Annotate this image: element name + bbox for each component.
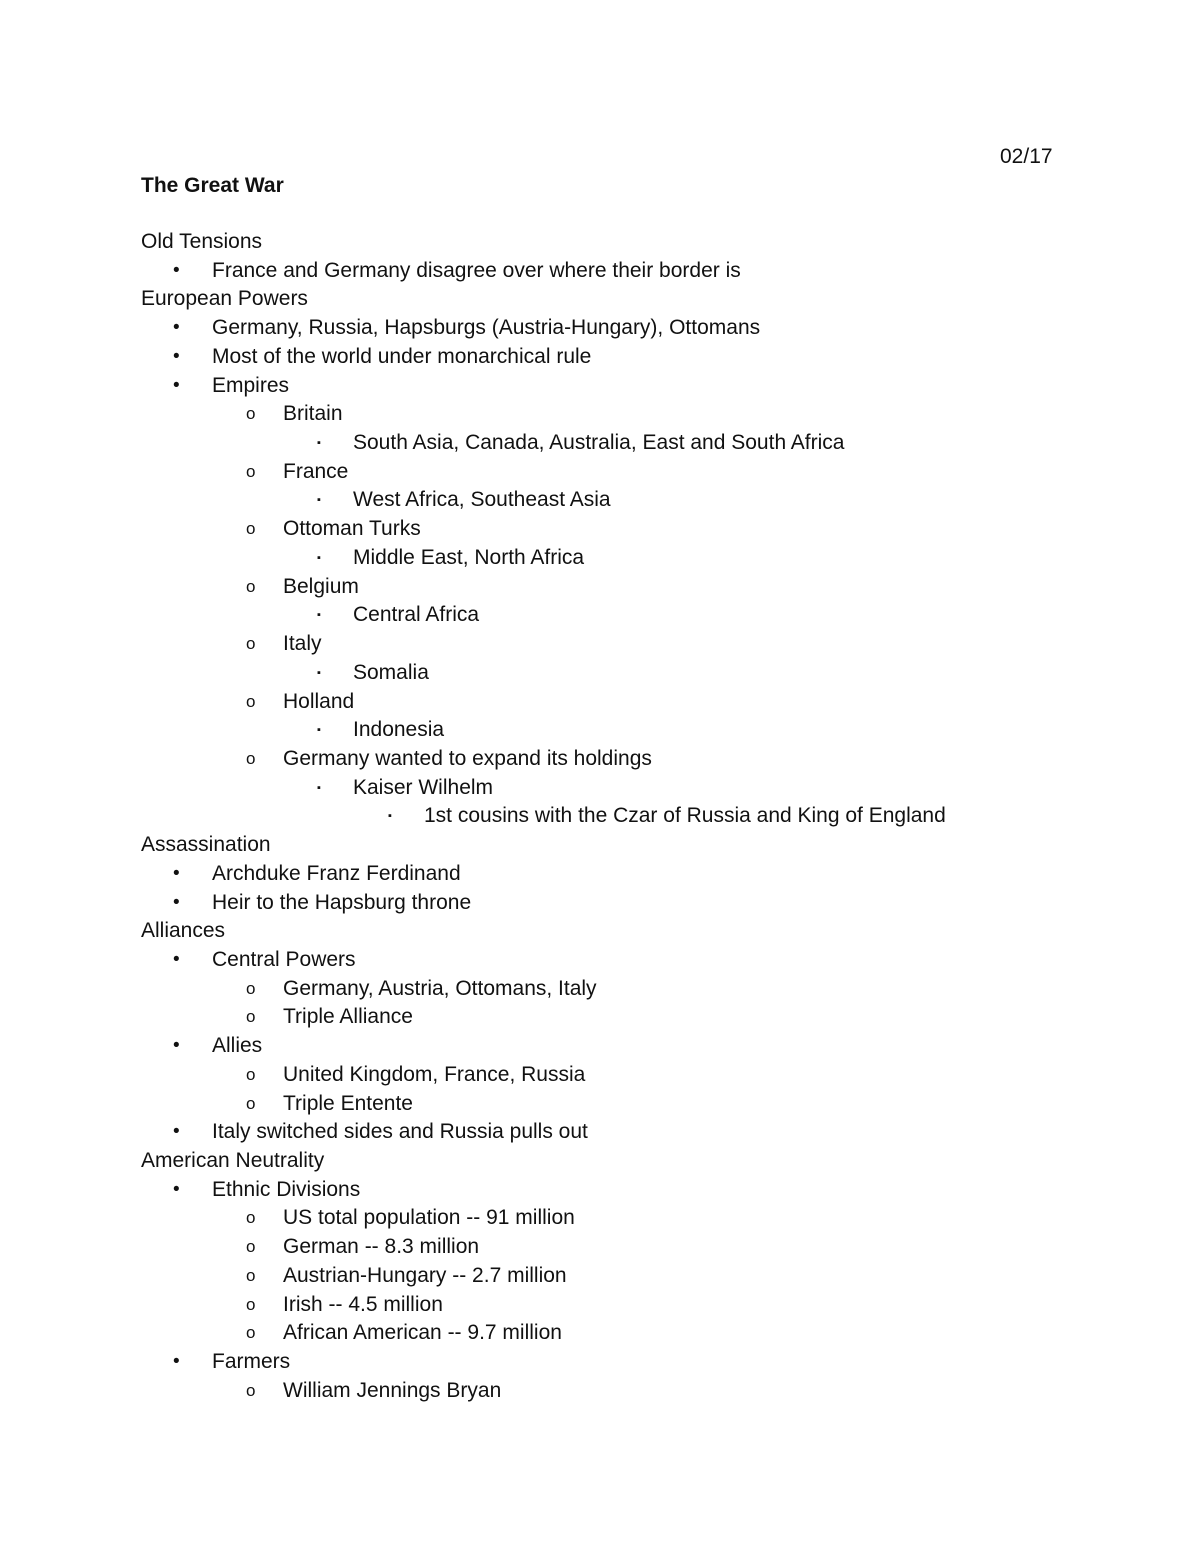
list-item	[141, 774, 1141, 803]
line-text: Germany, Austria, Ottomans, Italy	[283, 976, 597, 1000]
list-item	[141, 745, 1141, 774]
list-item	[141, 688, 1141, 717]
list-item	[141, 659, 1141, 688]
bullet-marker: •	[173, 948, 180, 970]
line-text: Triple Alliance	[283, 1005, 413, 1029]
bullet-marker: o	[246, 519, 256, 539]
line-text: German -- 8.3 million	[283, 1235, 480, 1259]
section-heading	[141, 285, 1141, 314]
list-item	[141, 1032, 1141, 1061]
bullet-marker: •	[173, 862, 180, 884]
line-text: Old Tensions	[141, 230, 263, 253]
line-text: Ethnic Divisions	[212, 1177, 361, 1201]
bullet-marker: o	[246, 978, 256, 998]
bullet-marker: •	[173, 345, 180, 367]
bullet-marker: ▪	[317, 781, 321, 794]
section-heading	[141, 917, 1141, 946]
line-text: France and Germany disagree over where their border is	[212, 258, 741, 282]
list-item	[141, 1291, 1141, 1320]
bullet-marker: o	[246, 1265, 256, 1285]
bullet-marker: o	[246, 1007, 256, 1027]
line-text: William Jennings Bryan	[283, 1378, 502, 1402]
bullet-marker: •	[173, 891, 180, 913]
list-item	[141, 889, 1141, 918]
list-item	[141, 486, 1141, 515]
bullet-marker: •	[173, 1035, 180, 1057]
line-text: African American -- 9.7 million	[283, 1321, 562, 1345]
bullet-marker: ▪	[317, 437, 321, 450]
list-item	[141, 1204, 1141, 1233]
list-item	[141, 1233, 1141, 1262]
line-text: Indonesia	[353, 718, 445, 742]
line-text: France	[283, 459, 349, 483]
list-item	[141, 1348, 1141, 1377]
bullet-marker: •	[173, 1121, 180, 1143]
bullet-marker: ▪	[317, 724, 321, 737]
bullet-marker: o	[246, 1093, 256, 1113]
bullet-marker: ▪	[388, 810, 392, 823]
list-item	[141, 1377, 1141, 1406]
list-item	[141, 716, 1141, 745]
bullet-marker: o	[246, 1064, 256, 1084]
bullet-marker: •	[173, 1351, 180, 1373]
line-text: South Asia, Canada, Australia, East and South Africa	[353, 431, 845, 455]
list-item	[141, 1003, 1141, 1032]
list-item	[141, 1319, 1141, 1348]
line-text: Germany wanted to expand its holdings	[283, 746, 652, 770]
line-text: European Powers	[141, 287, 308, 311]
list-item	[141, 1118, 1141, 1147]
list-item	[141, 515, 1141, 544]
bullet-marker: o	[246, 1294, 256, 1314]
list-item	[141, 1090, 1141, 1119]
line-text: Central Powers	[212, 947, 356, 971]
line-text: Assassination	[141, 833, 271, 857]
bullet-marker: o	[246, 691, 256, 711]
line-text: Italy switched sides and Russia pulls out	[212, 1120, 588, 1144]
list-item	[141, 544, 1141, 573]
bullet-marker: ▪	[317, 666, 321, 679]
list-item	[141, 400, 1141, 429]
line-text: Austrian-Hungary -- 2.7 million	[283, 1263, 567, 1287]
bullet-marker: o	[246, 1323, 256, 1343]
date-label: 02/17	[1000, 145, 1053, 168]
list-item	[141, 458, 1141, 487]
list-item	[141, 860, 1141, 889]
list-item	[141, 257, 1141, 286]
bullet-marker: •	[173, 374, 180, 396]
list-item	[141, 946, 1141, 975]
line-text: West Africa, Southeast Asia	[353, 488, 611, 512]
line-text: Kaiser Wilhelm	[353, 775, 494, 799]
list-item	[141, 343, 1141, 372]
line-text: American Neutrality	[141, 1149, 325, 1172]
bullet-marker: o	[246, 461, 256, 481]
list-item	[141, 802, 1141, 831]
list-item	[141, 1262, 1141, 1291]
list-item	[141, 573, 1141, 602]
list-item	[141, 601, 1141, 630]
line-text: Allies	[212, 1034, 263, 1058]
bullet-marker: •	[173, 1178, 180, 1200]
bullet-marker: o	[246, 404, 256, 424]
line-text: Triple Entente	[283, 1091, 413, 1115]
list-item	[141, 975, 1141, 1004]
section-heading	[141, 228, 1141, 257]
bullet-marker: o	[246, 1380, 256, 1400]
line-text: Middle East, North Africa	[353, 545, 585, 569]
section-heading	[141, 1147, 1141, 1176]
line-text: Irish -- 4.5 million	[283, 1292, 443, 1316]
line-text: Holland	[283, 689, 355, 713]
bullet-marker: •	[173, 317, 180, 339]
list-item	[141, 429, 1141, 458]
bullet-marker: •	[173, 259, 180, 281]
line-text: Britain	[283, 402, 343, 426]
line-text: Farmers	[212, 1350, 291, 1374]
line-text: Most of the world under monarchical rule	[212, 344, 592, 368]
line-text: US total population -- 91 million	[283, 1206, 575, 1230]
notes-outline	[141, 228, 1141, 1405]
line-text: Belgium	[283, 574, 359, 598]
line-text: Ottoman Turks	[283, 517, 421, 541]
list-item	[141, 630, 1141, 659]
document-title: The Great War	[141, 174, 284, 197]
line-text: Empires	[212, 373, 290, 397]
bullet-marker: o	[246, 748, 256, 768]
line-text: United Kingdom, France, Russia	[283, 1062, 586, 1086]
bullet-marker: o	[246, 576, 256, 596]
line-text: Italy	[283, 632, 322, 656]
bullet-marker: ▪	[317, 494, 321, 507]
line-text: Alliances	[141, 919, 226, 943]
list-item	[141, 1176, 1141, 1205]
line-text: Central Africa	[353, 603, 480, 627]
list-item	[141, 1061, 1141, 1090]
line-text: Archduke Franz Ferdinand	[212, 861, 461, 885]
list-item	[141, 372, 1141, 401]
line-text: Somalia	[353, 660, 429, 684]
bullet-marker: o	[246, 634, 256, 654]
list-item	[141, 314, 1141, 343]
line-text: 1st cousins with the Czar of Russia and King of England	[424, 804, 946, 828]
line-text: Heir to the Hapsburg throne	[212, 890, 472, 914]
section-heading	[141, 831, 1141, 860]
bullet-marker: o	[246, 1237, 256, 1257]
line-text: Germany, Russia, Hapsburgs (Austria-Hungary), Ottomans	[212, 316, 761, 340]
bullet-marker: o	[246, 1208, 256, 1228]
bullet-marker: ▪	[317, 609, 321, 622]
bullet-marker: ▪	[317, 551, 321, 564]
